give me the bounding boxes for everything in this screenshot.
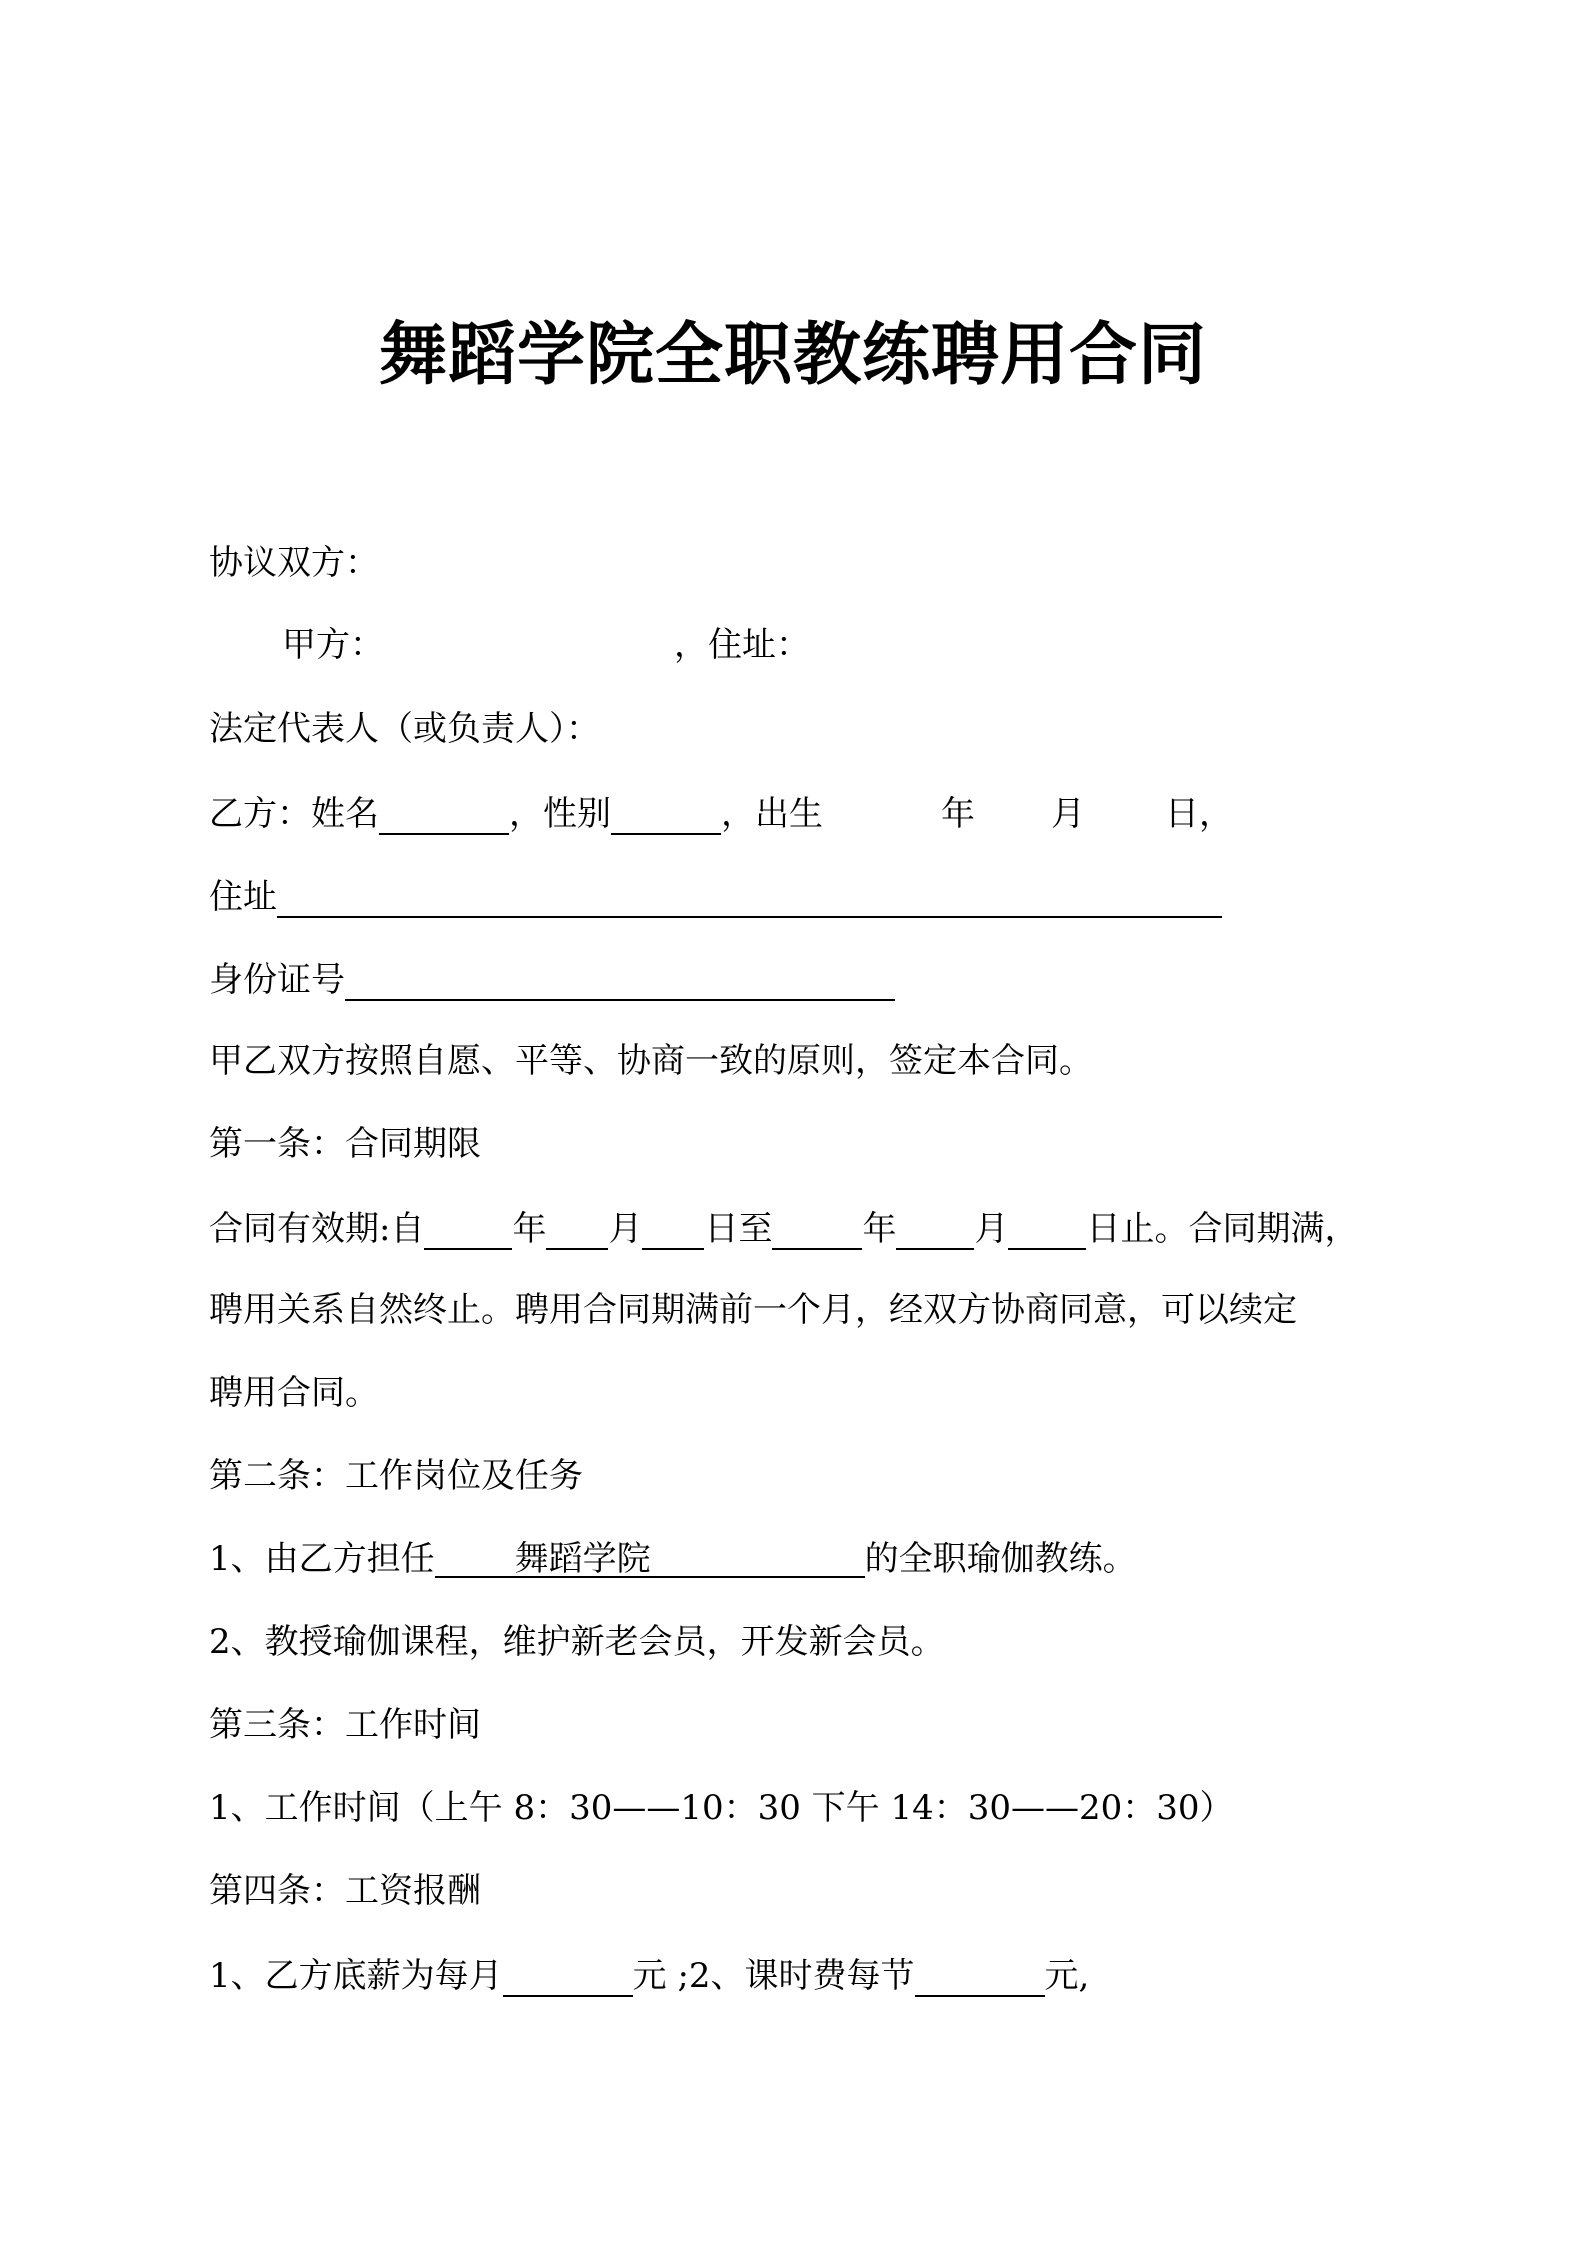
lesson-fee-blank bbox=[915, 1957, 1045, 1997]
start-year-blank bbox=[424, 1210, 512, 1250]
legal-rep-line: 法定代表人（或负责人）： bbox=[209, 709, 600, 749]
gender-label: ，性别 bbox=[509, 794, 611, 834]
base-salary-blank bbox=[503, 1957, 633, 1997]
intro-paragraph: 甲乙双方按照自愿、平等、协商一致的原则，签定本合同。 bbox=[209, 1041, 1093, 1081]
name-blank bbox=[379, 795, 509, 835]
parties-heading: 协议双方： bbox=[209, 543, 379, 583]
end-day-blank bbox=[1008, 1210, 1086, 1250]
birth-month-label: 月 bbox=[1051, 794, 1085, 834]
article1-term-line: 合同有效期:自 年 月 日至 年 月 日止。合同期满， bbox=[209, 1209, 1359, 1249]
address-blank bbox=[277, 878, 1222, 918]
party-a-label: 甲方： bbox=[282, 625, 384, 665]
party-a-line bbox=[282, 625, 810, 665]
article2-item2: 2、教授瑜伽课程，维护新老会员，开发新会员。 bbox=[209, 1622, 945, 1662]
id-blank bbox=[345, 961, 895, 1001]
article2-item1: 1、由乙方担任 舞蹈学院 的全职瑜伽教练。 bbox=[209, 1539, 1137, 1579]
article4-heading: 第四条：工资报酬 bbox=[209, 1871, 481, 1911]
position-fill bbox=[435, 1539, 865, 1579]
end-month-blank bbox=[896, 1210, 974, 1250]
party-b-line bbox=[209, 795, 1233, 835]
birth-label: ，出生 bbox=[721, 794, 823, 834]
start-day-blank bbox=[642, 1210, 704, 1250]
address2-line bbox=[209, 878, 1222, 918]
birth-year-label: 年 bbox=[941, 794, 975, 834]
article1-line2: 聘用关系自然终止。聘用合同期满前一个月，经双方协商同意，可以续定 bbox=[209, 1290, 1297, 1330]
article3-heading: 第三条：工作时间 bbox=[209, 1705, 481, 1745]
birth-day-label: 日， bbox=[1165, 794, 1233, 834]
address-label: ，住址： bbox=[674, 625, 810, 665]
article1-line3: 聘用合同。 bbox=[209, 1373, 379, 1413]
contract-title: 舞蹈学院全职教练聘用合同 bbox=[378, 316, 1207, 395]
article1-heading: 第一条：合同期限 bbox=[209, 1124, 481, 1164]
article2-heading: 第二条：工作岗位及任务 bbox=[209, 1456, 583, 1496]
article3-item1: 1、工作时间（上午 8：30——10：30 下午 14：30——20：30） bbox=[209, 1788, 1234, 1828]
gender-blank bbox=[611, 795, 721, 835]
id-line bbox=[209, 961, 895, 1001]
party-b-name-label: 乙方：姓名 bbox=[209, 794, 379, 834]
article4-item1: 1、乙方底薪为每月 元 ;2、课时费每节 元, bbox=[209, 1956, 1090, 1996]
position-value: 舞蹈学院 bbox=[514, 1539, 651, 1579]
end-year-blank bbox=[772, 1210, 862, 1250]
id-label: 身份证号 bbox=[209, 960, 345, 1000]
start-month-blank bbox=[546, 1210, 608, 1250]
address2-label: 住址 bbox=[209, 877, 277, 917]
